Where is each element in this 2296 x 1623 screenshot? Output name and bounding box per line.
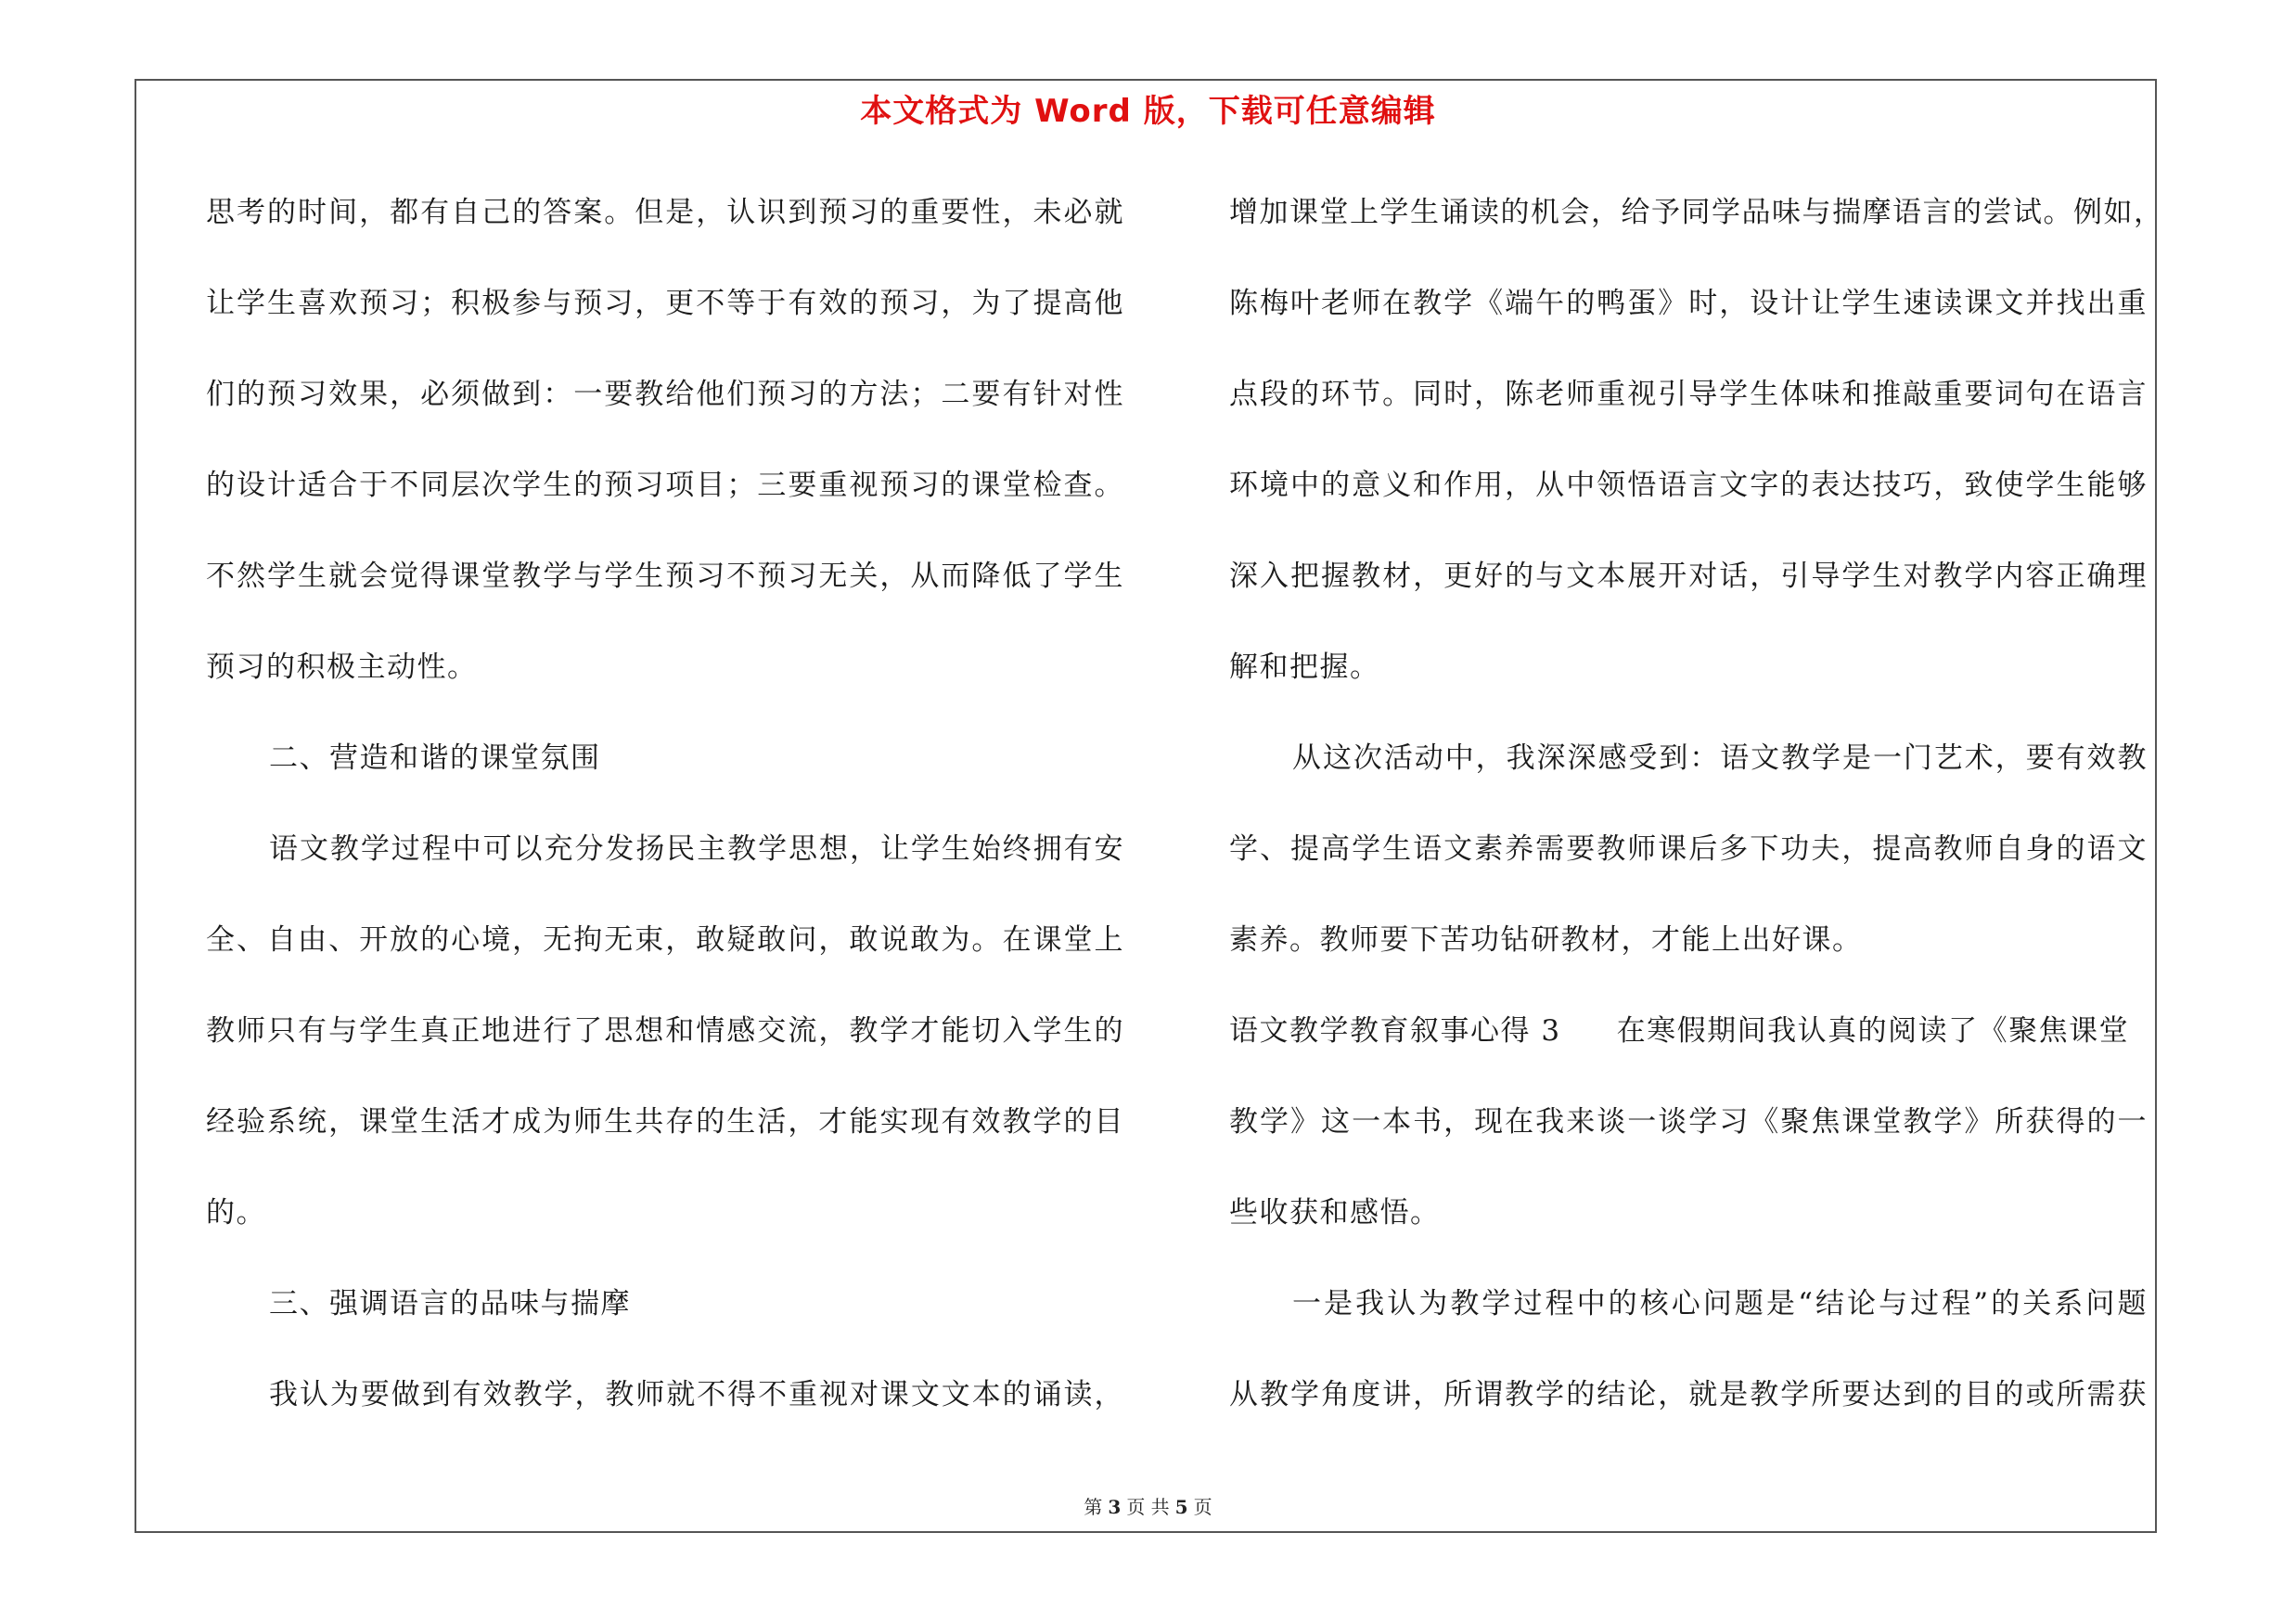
paragraph-line: 些收获和感悟。	[1229, 1196, 1441, 1230]
footer-suffix: 页	[1193, 1496, 1212, 1518]
paragraph-line: 让学生喜欢预习；积极参与预习，更不等于有效的预习，为了提高他	[206, 287, 1124, 320]
paragraph-line: 教学》这一本书，现在我来谈一谈学习《聚焦课堂教学》所获得的一	[1229, 1105, 2148, 1139]
paragraph-line: 教师只有与学生真正地进行了思想和情感交流，教学才能切入学生的	[206, 1014, 1124, 1048]
paragraph-line: 环境中的意义和作用，从中领悟语言文字的表达技巧，致使学生能够	[1229, 469, 2148, 502]
paragraph-line: 全、自由、开放的心境，无拘无束，敢疑敢问，敢说敢为。在课堂上	[206, 923, 1124, 957]
paragraph-line: 语文教学过程中可以充分发扬民主教学思想，让学生始终拥有安	[269, 832, 1124, 866]
section-heading: 三、强调语言的品味与揣摩	[269, 1287, 631, 1320]
left-text-column	[206, 182, 1124, 1455]
paragraph-line: 一是我认为教学过程中的核心问题是“结论与过程”的关系问题	[1292, 1287, 2148, 1320]
total-pages-number: 5	[1174, 1496, 1188, 1518]
right-text-column	[1229, 182, 2164, 1455]
paragraph-line: 增加课堂上学生诵读的机会，给予同学品味与揣摩语言的尝试。例如，	[1229, 196, 2164, 229]
footer-mid: 页 共	[1126, 1496, 1170, 1518]
paragraph-line: 的。	[206, 1196, 266, 1230]
essay-title: 语文教学教育叙事心得 3	[1229, 1014, 1561, 1048]
paragraph-line: 我认为要做到有效教学，教师就不得不重视对课文文本的诵读，	[269, 1378, 1124, 1411]
essay-opening: 在寒假期间我认真的阅读了《聚焦课堂	[1616, 1014, 2130, 1048]
word-format-banner: 本文格式为 Word 版，下载可任意编辑	[860, 93, 1436, 130]
paragraph-line: 从这次活动中，我深深感受到：语文教学是一门艺术，要有效教	[1292, 741, 2148, 775]
section-heading: 二、营造和谐的课堂氛围	[269, 741, 601, 775]
paragraph-line: 不然学生就会觉得课堂教学与学生预习不预习无关，从而降低了学生	[206, 560, 1124, 593]
paragraph-line: 预习的积极主动性。	[206, 650, 478, 684]
paragraph-line: 的设计适合于不同层次学生的预习项目；三要重视预习的课堂检查。	[206, 469, 1124, 502]
paragraph-line: 思考的时间，都有自己的答案。但是，认识到预习的重要性，未必就	[206, 196, 1124, 229]
paragraph-line: 素养。教师要下苦功钻研教材，才能上出好课。	[1229, 923, 1863, 957]
paragraph-line: 解和把握。	[1229, 650, 1380, 684]
paragraph-line: 点段的环节。同时，陈老师重视引导学生体味和推敲重要词句在语言	[1229, 378, 2148, 411]
paragraph-line: 深入把握教材，更好的与文本展开对话，引导学生对教学内容正确理	[1229, 560, 2148, 593]
paragraph-line: 从教学角度讲，所谓教学的结论，就是教学所要达到的目的或所需获	[1229, 1378, 2148, 1411]
paragraph-line: 经验系统，课堂生活才成为师生共存的生活，才能实现有效教学的目	[206, 1105, 1124, 1139]
footer-prefix: 第	[1084, 1496, 1103, 1518]
page-number-footer	[0, 1492, 2296, 1519]
current-page-number: 3	[1108, 1496, 1122, 1518]
essay-title-line	[1229, 1000, 2148, 1091]
paragraph-line: 们的预习效果，必须做到：一要教给他们预习的方法；二要有针对性	[206, 378, 1124, 411]
paragraph-line: 学、提高学生语文素养需要教师课后多下功夫，提高教师自身的语文	[1229, 832, 2148, 866]
paragraph-line: 陈梅叶老师在教学《端午的鸭蛋》时，设计让学生速读课文并找出重	[1229, 287, 2148, 320]
